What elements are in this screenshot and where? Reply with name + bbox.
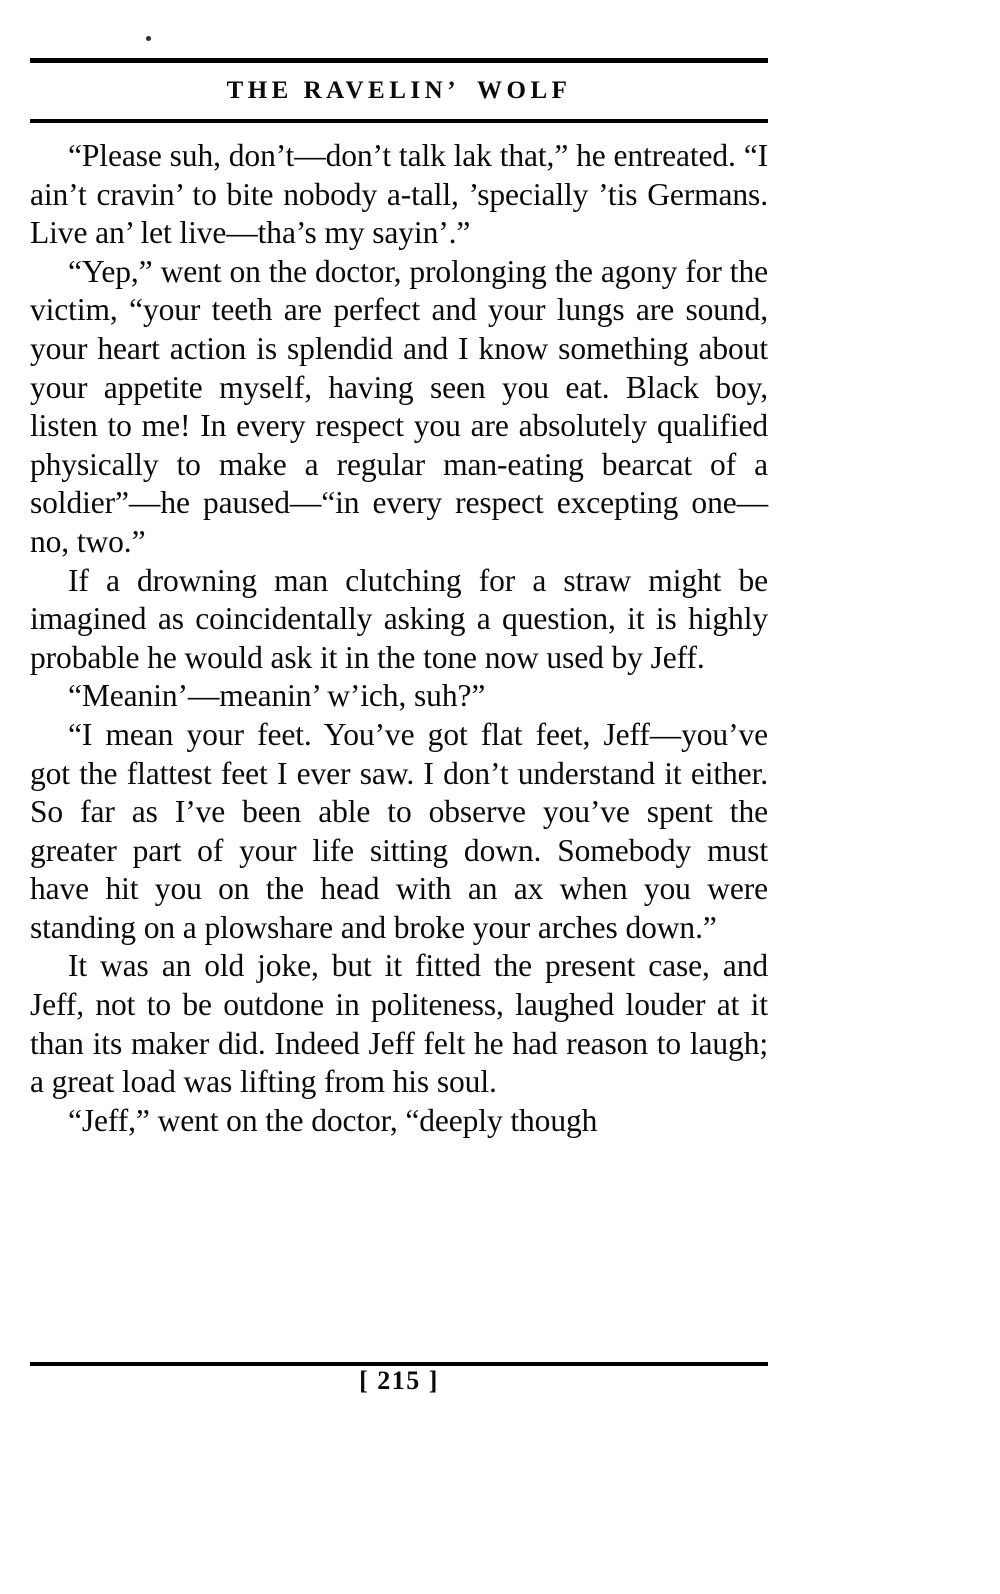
body-text [30, 137, 768, 1140]
running-head-apostrophe: ’ [447, 77, 456, 104]
running-head [30, 63, 768, 117]
page-content [30, 58, 768, 1140]
paragraph: “Please suh, don’t—don’t talk lak that,” he entreated. “I ain’t cravin’ to bite nobody a-tall, ’specially ’tis Germans. Live an’ let live—tha’s my sayin’.” [30, 138, 768, 251]
page-footer [30, 1368, 768, 1396]
page-number: [ 215 ] [359, 1366, 439, 1395]
paragraph: It was an old joke, but it fitted the present case, and Jeff, not to be outdone in politeness, laughed louder at it than its maker did. Indeed Jeff felt he had reason to laugh; a great load was lifting from his soul. [30, 948, 768, 1100]
paragraph: “I mean your feet. You’ve got flat feet, Jeff—you’ve got the flattest feet I ever saw. I don’t understand it either. So far as I’ve been able to observe you’ve spent the greater part of your life sitting down. Somebody must have hit you on the head with an ax when you were standing on a plowshare and broke your arches down.” [30, 716, 768, 945]
paragraph: If a drowning man clutching for a straw might be imagined as coincidentally asking a question, it is highly probable he would ask it in the tone now used by Jeff. [30, 562, 768, 675]
paragraph: “Jeff,” went on the doctor, “deeply though [68, 1102, 598, 1138]
running-head-tail: WOLF [477, 77, 572, 104]
running-head-title: THE RAVELIN [226, 77, 448, 104]
paragraph: “Yep,” went on the doctor, prolonging the agony for the victim, “your teeth are perfect and your lungs are sound, your heart action is splendid and I know something about your appetite myself, having seen you eat. Black boy, listen to me! In every respect you are absolutely qualified physically to make a regular man-eating bearcat of a soldier”—he paused—“in every respect excepting one—no, two.” [30, 253, 768, 559]
paragraph: “Meanin’—meanin’ w’ich, suh?” [68, 678, 486, 714]
page-speck [146, 36, 151, 41]
header-rule-bottom [30, 119, 768, 123]
